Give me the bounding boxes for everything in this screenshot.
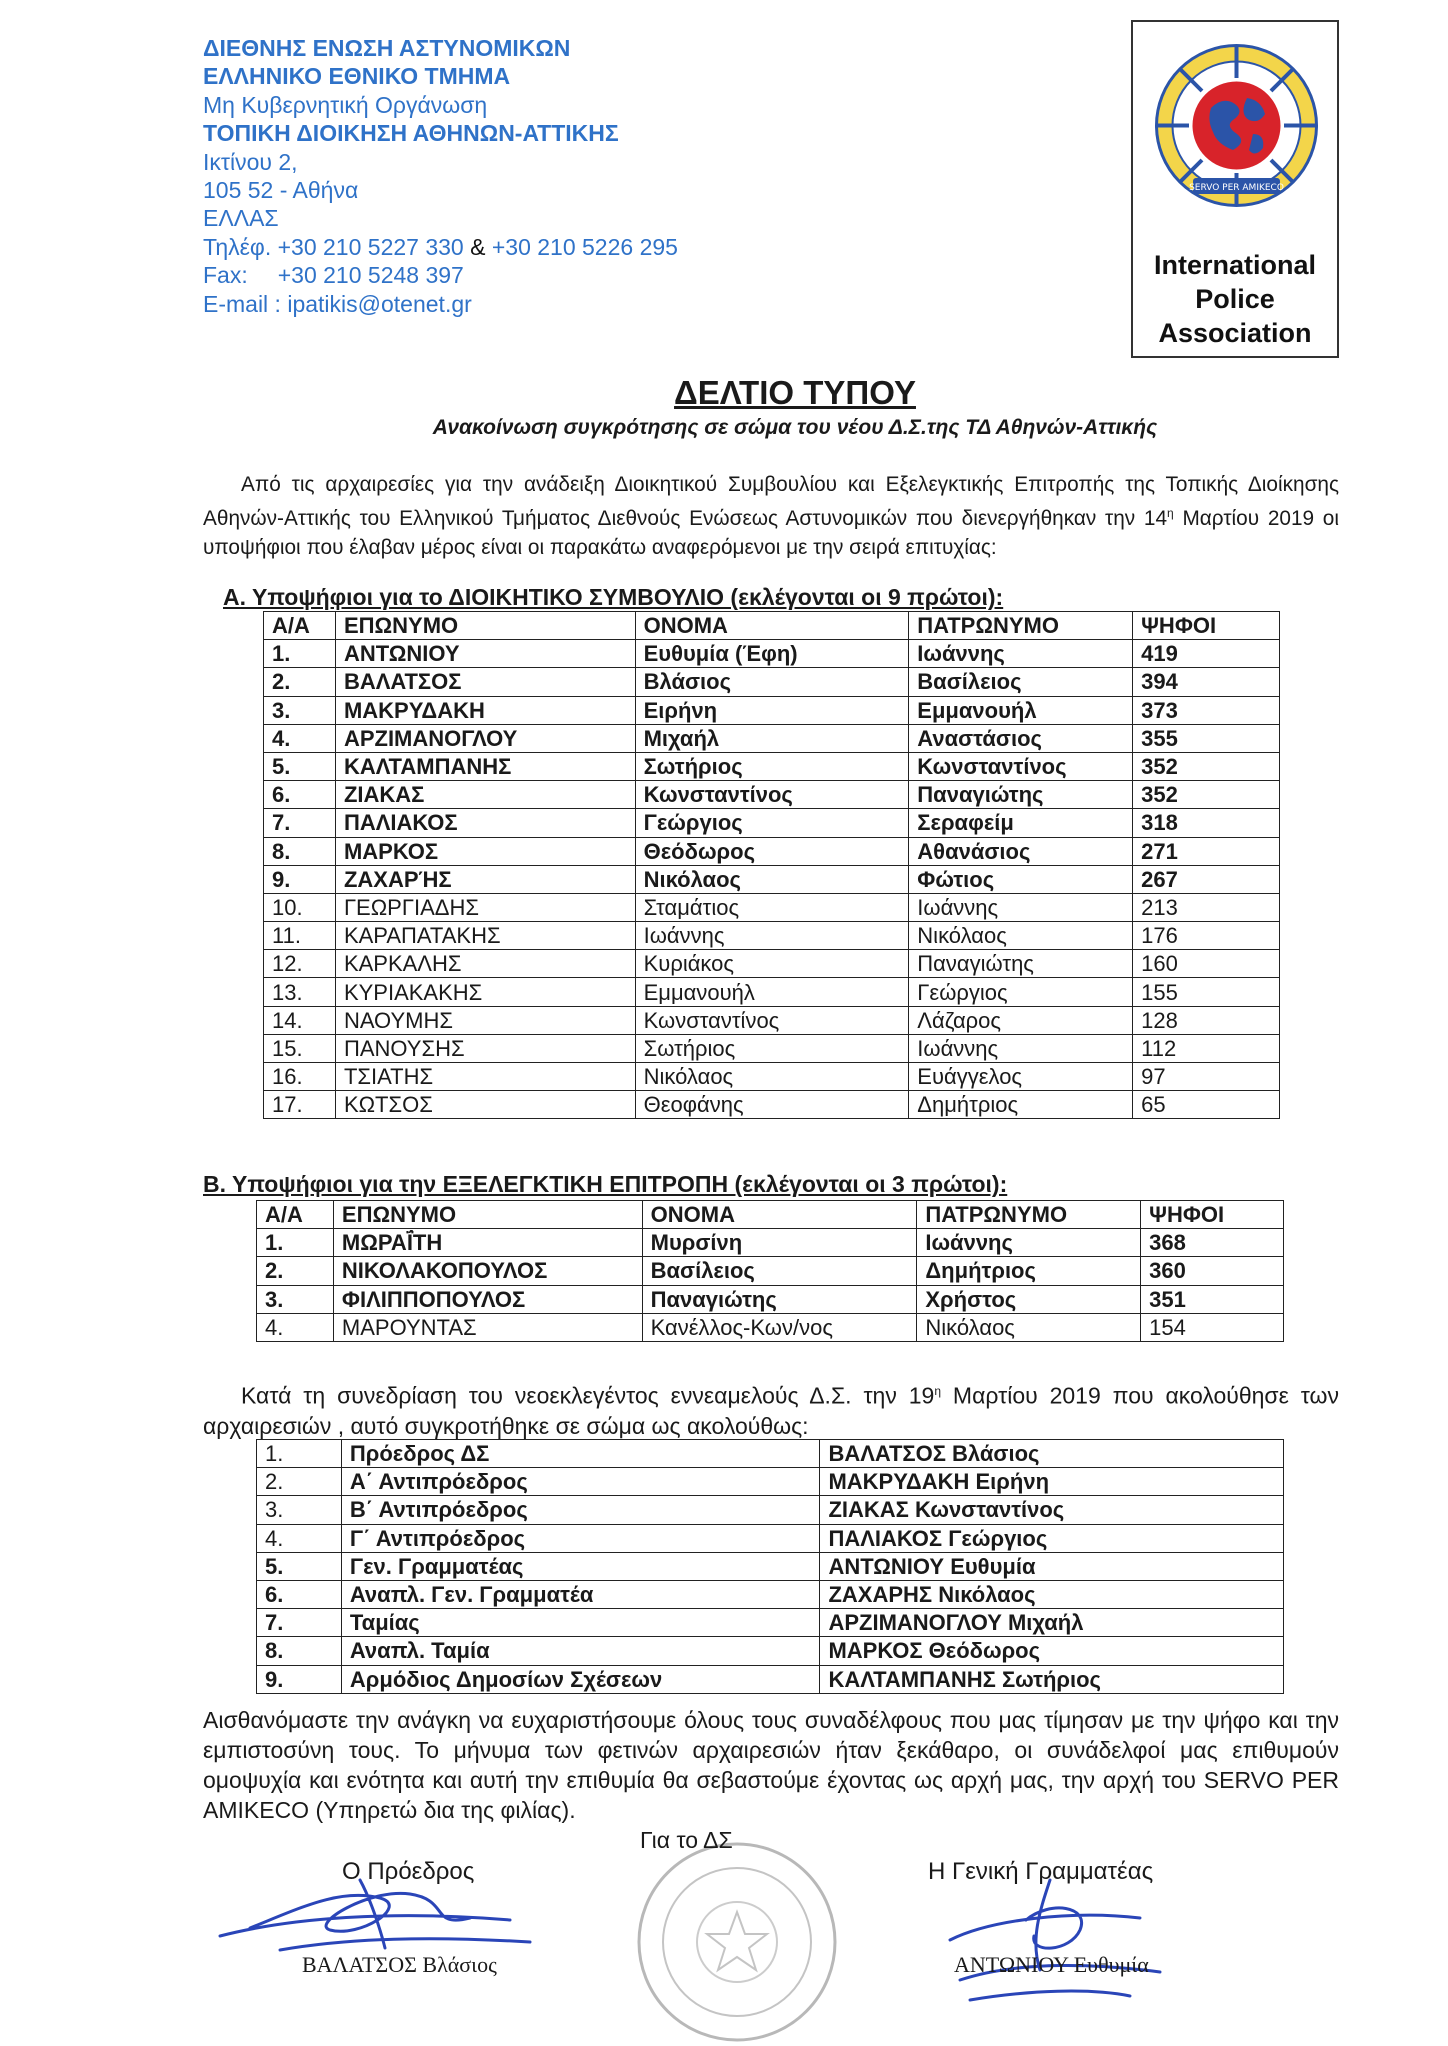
table-cell: 394: [1133, 668, 1280, 696]
table-row: [257, 1440, 1284, 1468]
table-cell: Παναγιώτης: [642, 1285, 917, 1313]
table-row: [264, 837, 1280, 865]
table-cell: 6.: [257, 1580, 342, 1608]
audit-candidates-table: [256, 1200, 1284, 1342]
table-row: [264, 1006, 1280, 1034]
table-cell: 17.: [264, 1091, 336, 1119]
table-cell: ΨΗΦΟΙ: [1133, 612, 1280, 640]
table-row: [264, 865, 1280, 893]
table-cell: 160: [1133, 950, 1280, 978]
intro-paragraph: [203, 470, 1339, 562]
table-cell: ΠΑΛΙΑΚΟΣ: [335, 809, 635, 837]
table-cell: 352: [1133, 781, 1280, 809]
for-board-label: Για το ΔΣ: [640, 1827, 733, 1853]
table-cell: 4.: [264, 724, 336, 752]
table-cell: 213: [1133, 893, 1280, 921]
table-cell: Κωνσταντίνος: [635, 781, 909, 809]
table-cell: ΚΑΡΑΠΑΤΑΚΗΣ: [335, 922, 635, 950]
table-cell: Σταμάτιος: [635, 893, 909, 921]
president-name: ΒΑΛΑΤΣΟΣ Βλάσιος: [302, 1952, 497, 1977]
table-cell: Α/Α: [257, 1201, 334, 1229]
table-cell: ΖΑΧΑΡΉΣ: [335, 865, 635, 893]
table-cell: 97: [1133, 1063, 1280, 1091]
logo-line-1: International: [1153, 250, 1316, 280]
phone-separator: &: [470, 233, 486, 260]
table-row: [257, 1313, 1284, 1341]
table-cell: ΒΑΛΑΤΣΟΣ Βλάσιος: [820, 1440, 1284, 1468]
table-cell: 8.: [264, 837, 336, 865]
table-cell: 176: [1133, 922, 1280, 950]
table-cell: ΦΙΛΙΠΠΟΠΟΥΛΟΣ: [333, 1285, 642, 1313]
table-cell: Εμμανουήλ: [635, 978, 909, 1006]
table-cell: 419: [1133, 640, 1280, 668]
table-cell: ΚΩΤΣΟΣ: [335, 1091, 635, 1119]
table-cell: Θεοφάνης: [635, 1091, 909, 1119]
table-cell: Χρήστος: [917, 1285, 1141, 1313]
table-cell: ΠΑΤΡΩΝΥΜΟ: [917, 1201, 1141, 1229]
table-row: [257, 1257, 1284, 1285]
phone-number-2: +30 210 5226 295: [491, 233, 678, 260]
table-cell: ΖΙΑΚΑΣ: [335, 781, 635, 809]
ipa-emblem-icon: [1149, 38, 1324, 213]
table-cell: ΕΠΩΝΥΜΟ: [333, 1201, 642, 1229]
table-row: [264, 950, 1280, 978]
table-cell: 8.: [257, 1637, 342, 1665]
table-cell: Σεραφείμ: [909, 809, 1133, 837]
table-cell: ΠΑΝΟΥΣΗΣ: [335, 1034, 635, 1062]
table-cell: Α΄ Αντιπρόεδρος: [341, 1468, 820, 1496]
table-cell: Πρόεδρος ΔΣ: [341, 1440, 820, 1468]
session-text-1: Κατά τη συνεδρίαση του νεοεκλεγέντος εννεαμελούς Δ.Σ. την 19: [241, 1382, 935, 1409]
table-cell: Θεόδωρος: [635, 837, 909, 865]
fax-label: Fax:: [203, 262, 248, 289]
board-positions-table: [256, 1439, 1284, 1694]
table-cell: 351: [1141, 1285, 1284, 1313]
table-cell: 1.: [257, 1440, 342, 1468]
table-cell: ΖΑΧΑΡΗΣ Νικόλαος: [820, 1580, 1284, 1608]
intro-text-2: Μαρτίου 2019 οι υποψήφιοι που έλαβαν μέρος είναι οι παρακάτω αναφερόμενοι με την σειρά επιτυχίας:: [203, 506, 1339, 559]
table-row: [257, 1552, 1284, 1580]
table-cell: ΟΝΟΜΑ: [642, 1201, 917, 1229]
table-cell: Βασίλειος: [909, 668, 1133, 696]
table-cell: 271: [1133, 837, 1280, 865]
table-cell: Ιωάννης: [917, 1229, 1141, 1257]
table-cell: Σωτήριος: [635, 752, 909, 780]
section-a-heading: Α. Υποψήφιοι για το ΔΙΟΙΚΗΤΙΚΟ ΣΥΜΒΟΥΛΙΟ (εκλέγονται οι 9 πρώτοι):: [223, 584, 1004, 610]
address-street: Ικτίνου 2,: [203, 148, 298, 175]
table-cell: ΑΡΖΙΜΑΝΟΓΛΟΥ Μιχαήλ: [820, 1609, 1284, 1637]
phone-number-1: +30 210 5227 330: [277, 233, 464, 260]
table-cell: Ιωάννης: [909, 893, 1133, 921]
phone-line: [203, 233, 803, 261]
table-cell: ΑΝΤΩΝΙΟΥ: [335, 640, 635, 668]
table-cell: 16.: [264, 1063, 336, 1091]
logo-line-3: Association: [1158, 318, 1312, 348]
intro-text-1: Από τις αρχαιρεσίες για την ανάδειξη Διοικητικού Συμβουλίου και Εξελεγκτικής Επιτροπής της Τοπικής Διοίκησης Αθηνών-Αττικής του Ελληνικού Τμήματος Διεθνούς Ενώσεως Αστυνομικών που διενεργήθηκαν την 14: [203, 473, 1339, 530]
table-row: [257, 1580, 1284, 1608]
table-cell: Ιωάννης: [635, 922, 909, 950]
org-type: Μη Κυβερνητική Οργάνωση: [203, 91, 488, 118]
table-cell: ΓΕΩΡΓΙΑΔΗΣ: [335, 893, 635, 921]
table-cell: 360: [1141, 1257, 1284, 1285]
table-cell: 1.: [257, 1229, 334, 1257]
table-cell: Δημήτριος: [909, 1091, 1133, 1119]
table-cell: Αναπλ. Γεν. Γραμματέα: [341, 1580, 820, 1608]
secretary-role: Η Γενική Γραμματέας: [928, 1858, 1154, 1885]
table-cell: ΒΑΛΑΤΣΟΣ: [335, 668, 635, 696]
logo-line-2: Police: [1195, 284, 1275, 314]
table-cell: 7.: [264, 809, 336, 837]
table-cell: 9.: [264, 865, 336, 893]
table-cell: ΑΡΖΙΜΑΝΟΓΛΟΥ: [335, 724, 635, 752]
president-role: Ο Πρόεδρος: [342, 1858, 475, 1885]
table-header-row: [264, 612, 1280, 640]
table-cell: 352: [1133, 752, 1280, 780]
fax-line: [203, 261, 803, 289]
table-cell: 10.: [264, 893, 336, 921]
table-cell: Εμμανουήλ: [909, 696, 1133, 724]
table-cell: Κυριάκος: [635, 950, 909, 978]
table-cell: ΚΑΛΤΑΜΠΑΝΗΣ Σωτήριος: [820, 1665, 1284, 1693]
table-cell: Βασίλειος: [642, 1257, 917, 1285]
table-cell: 12.: [264, 950, 336, 978]
table-cell: Αθανάσιος: [909, 837, 1133, 865]
ipa-logo-box: [1131, 20, 1339, 358]
table-row: [257, 1637, 1284, 1665]
table-cell: ΤΣΙΑΤΗΣ: [335, 1063, 635, 1091]
table-row: [264, 752, 1280, 780]
table-row: [257, 1229, 1284, 1257]
table-cell: Γεώργιος: [909, 978, 1133, 1006]
table-cell: Παναγιώτης: [909, 950, 1133, 978]
table-cell: ΚΥΡΙΑΚΑΚΗΣ: [335, 978, 635, 1006]
table-cell: ΠΑΤΡΩΝΥΜΟ: [909, 612, 1133, 640]
table-cell: 15.: [264, 1034, 336, 1062]
table-cell: Αναπλ. Ταμία: [341, 1637, 820, 1665]
letterhead: [203, 34, 803, 318]
table-cell: Ιωάννης: [909, 1034, 1133, 1062]
table-cell: Ευθυμία (Έφη): [635, 640, 909, 668]
intro-sup: η: [1167, 506, 1174, 520]
board-candidates-table: [263, 611, 1280, 1119]
table-cell: Γ΄ Αντιπρόεδρος: [341, 1524, 820, 1552]
table-cell: 2.: [264, 668, 336, 696]
table-cell: 128: [1133, 1006, 1280, 1034]
table-cell: Ταμίας: [341, 1609, 820, 1637]
table-cell: Β΄ Αντιπρόεδρος: [341, 1496, 820, 1524]
table-cell: Γεν. Γραμματέας: [341, 1552, 820, 1580]
table-cell: ΝΑΟΥΜΗΣ: [335, 1006, 635, 1034]
table-row: [264, 640, 1280, 668]
table-cell: ΖΙΑΚΑΣ Κωνσταντίνος: [820, 1496, 1284, 1524]
table-cell: 5.: [264, 752, 336, 780]
table-row: [257, 1496, 1284, 1524]
table-cell: 373: [1133, 696, 1280, 724]
table-cell: Κανέλλος-Κων/νος: [642, 1313, 917, 1341]
table-row: [264, 922, 1280, 950]
table-cell: 7.: [257, 1609, 342, 1637]
table-cell: 11.: [264, 922, 336, 950]
association-stamp: [612, 1832, 862, 2042]
table-cell: ΜΑΡΟΥΝΤΑΣ: [333, 1313, 642, 1341]
table-cell: Σωτήριος: [635, 1034, 909, 1062]
phone-label: Τηλέφ.: [203, 233, 272, 260]
table-cell: ΜΑΡΚΟΣ Θεόδωρος: [820, 1637, 1284, 1665]
table-cell: Α/Α: [264, 612, 336, 640]
session-paragraph: [203, 1376, 1339, 1441]
address-country: ΕΛΛΑΣ: [203, 205, 279, 232]
table-cell: ΜΑΚΡΥΔΑΚΗ Ειρήνη: [820, 1468, 1284, 1496]
table-cell: Ιωάννης: [909, 640, 1133, 668]
table-cell: Κωνσταντίνος: [909, 752, 1133, 780]
table-cell: 14.: [264, 1006, 336, 1034]
table-cell: 368: [1141, 1229, 1284, 1257]
table-cell: Αρμόδιος Δημοσίων Σχέσεων: [341, 1665, 820, 1693]
table-row: [264, 893, 1280, 921]
table-cell: 13.: [264, 978, 336, 1006]
table-cell: 65: [1133, 1091, 1280, 1119]
org-branch: ΤΟΠΙΚΗ ΔΙΟΙΚΗΣΗ ΑΘΗΝΩΝ-ΑΤΤΙΚΗΣ: [203, 120, 619, 147]
table-row: [264, 1034, 1280, 1062]
table-cell: Νικόλαος: [909, 922, 1133, 950]
session-text-2: Μαρτίου 2019 που ακολούθησε των αρχαιρεσιών , αυτό συγκροτήθηκε σε σώμα ως ακολούθως:: [203, 1382, 1339, 1439]
table-cell: ΑΝΤΩΝΙΟΥ Ευθυμία: [820, 1552, 1284, 1580]
page-title: ΔΕΛΤΙΟ ΤΥΠΟΥ: [674, 374, 916, 411]
table-row: [264, 809, 1280, 837]
page-subtitle: Ανακοίνωση συγκρότησης σε σώμα του νέου Δ.Σ.της ΤΔ Αθηνών-Αττικής: [432, 416, 1158, 439]
table-header-row: [257, 1201, 1284, 1229]
table-cell: 3.: [264, 696, 336, 724]
closing-paragraph: Αισθανόμαστε την ανάγκη να ευχαριστήσουμε όλους τους συναδέλφους που μας τίμησαν με την ψήφο και την εμπιστοσύνη τους. Το μήνυμα των φετινών αρχαιρεσιών ήταν ξεκάθαρο, οι συνάδελφοί μας επιθυμούν ομοψυχία και ενότητα και αυτή την επιθυμία θα σεβαστούμε έχοντας ως αρχή μας, την αρχή του SERVO PER AMIKECO (Υπηρετώ δια της φιλίας).: [203, 1707, 1339, 1823]
table-cell: 4.: [257, 1524, 342, 1552]
table-row: [264, 696, 1280, 724]
table-cell: Ευάγγελος: [909, 1063, 1133, 1091]
table-row: [264, 1063, 1280, 1091]
table-cell: Παναγιώτης: [909, 781, 1133, 809]
table-cell: ΟΝΟΜΑ: [635, 612, 909, 640]
logo-motto: SERVO PER AMIKECO: [1189, 183, 1284, 193]
session-sup: η: [934, 1384, 942, 1398]
section-b-heading: Β. Υποψήφιοι για την ΕΞΕΛΕΓΚΤΙΚΗ ΕΠΙΤΡΟΠΗ (εκλέγονται οι 3 πρώτοι):: [203, 1171, 1008, 1197]
table-cell: ΜΑΚΡΥΔΑΚΗ: [335, 696, 635, 724]
table-cell: Φώτιος: [909, 865, 1133, 893]
table-cell: 2.: [257, 1257, 334, 1285]
logo-text: [1133, 248, 1337, 350]
table-row: [257, 1609, 1284, 1637]
table-cell: ΕΠΩΝΥΜΟ: [335, 612, 635, 640]
table-cell: 3.: [257, 1496, 342, 1524]
table-row: [264, 668, 1280, 696]
table-cell: 2.: [257, 1468, 342, 1496]
table-row: [257, 1285, 1284, 1313]
table-cell: 318: [1133, 809, 1280, 837]
table-cell: ΚΑΡΚΑΛΗΣ: [335, 950, 635, 978]
table-cell: Λάζαρος: [909, 1006, 1133, 1034]
table-cell: 9.: [257, 1665, 342, 1693]
table-row: [257, 1524, 1284, 1552]
table-cell: Μιχαήλ: [635, 724, 909, 752]
table-row: [264, 724, 1280, 752]
email-line: E-mail : ipatikis@otenet.gr: [203, 290, 472, 317]
table-cell: Νικόλαος: [917, 1313, 1141, 1341]
table-cell: 1.: [264, 640, 336, 668]
table-cell: ΝΙΚΟΛΑΚΟΠΟΥΛΟΣ: [333, 1257, 642, 1285]
table-cell: Ειρήνη: [635, 696, 909, 724]
table-cell: Γεώργιος: [635, 809, 909, 837]
table-cell: ΜΑΡΚΟΣ: [335, 837, 635, 865]
table-cell: 6.: [264, 781, 336, 809]
table-cell: Δημήτριος: [917, 1257, 1141, 1285]
table-row: [257, 1468, 1284, 1496]
table-cell: Κωνσταντίνος: [635, 1006, 909, 1034]
table-row: [264, 781, 1280, 809]
org-section: ΕΛΛΗΝΙΚΟ ΕΘΝΙΚΟ ΤΜΗΜΑ: [203, 63, 511, 90]
table-cell: ΨΗΦΟΙ: [1141, 1201, 1284, 1229]
fax-number: +30 210 5248 397: [277, 262, 464, 289]
table-cell: Αναστάσιος: [909, 724, 1133, 752]
table-cell: 267: [1133, 865, 1280, 893]
table-row: [264, 1091, 1280, 1119]
table-cell: ΚΑΛΤΑΜΠΑΝΗΣ: [335, 752, 635, 780]
address-postal: 105 52 - Αθήνα: [203, 177, 359, 204]
table-cell: Νικόλαος: [635, 865, 909, 893]
table-cell: 154: [1141, 1313, 1284, 1341]
table-cell: 4.: [257, 1313, 334, 1341]
table-cell: ΜΩΡΑΪ́ΤΗ: [333, 1229, 642, 1257]
table-cell: 355: [1133, 724, 1280, 752]
table-cell: ΠΑΛΙΑΚΟΣ Γεώργιος: [820, 1524, 1284, 1552]
table-cell: 3.: [257, 1285, 334, 1313]
table-row: [257, 1665, 1284, 1693]
table-cell: 155: [1133, 978, 1280, 1006]
table-row: [264, 978, 1280, 1006]
table-cell: 5.: [257, 1552, 342, 1580]
table-cell: 112: [1133, 1034, 1280, 1062]
secretary-signature: [930, 1860, 1190, 2010]
table-cell: Νικόλαος: [635, 1063, 909, 1091]
table-cell: Βλάσιος: [635, 668, 909, 696]
table-cell: Μυρσίνη: [642, 1229, 917, 1257]
org-name: ΔΙΕΘΝΗΣ ΕΝΩΣΗ ΑΣΤΥΝΟΜΙΚΩΝ: [203, 35, 571, 61]
secretary-name: ΑΝΤΩΝΙΟΥ Ευθυμία: [954, 1952, 1149, 1977]
